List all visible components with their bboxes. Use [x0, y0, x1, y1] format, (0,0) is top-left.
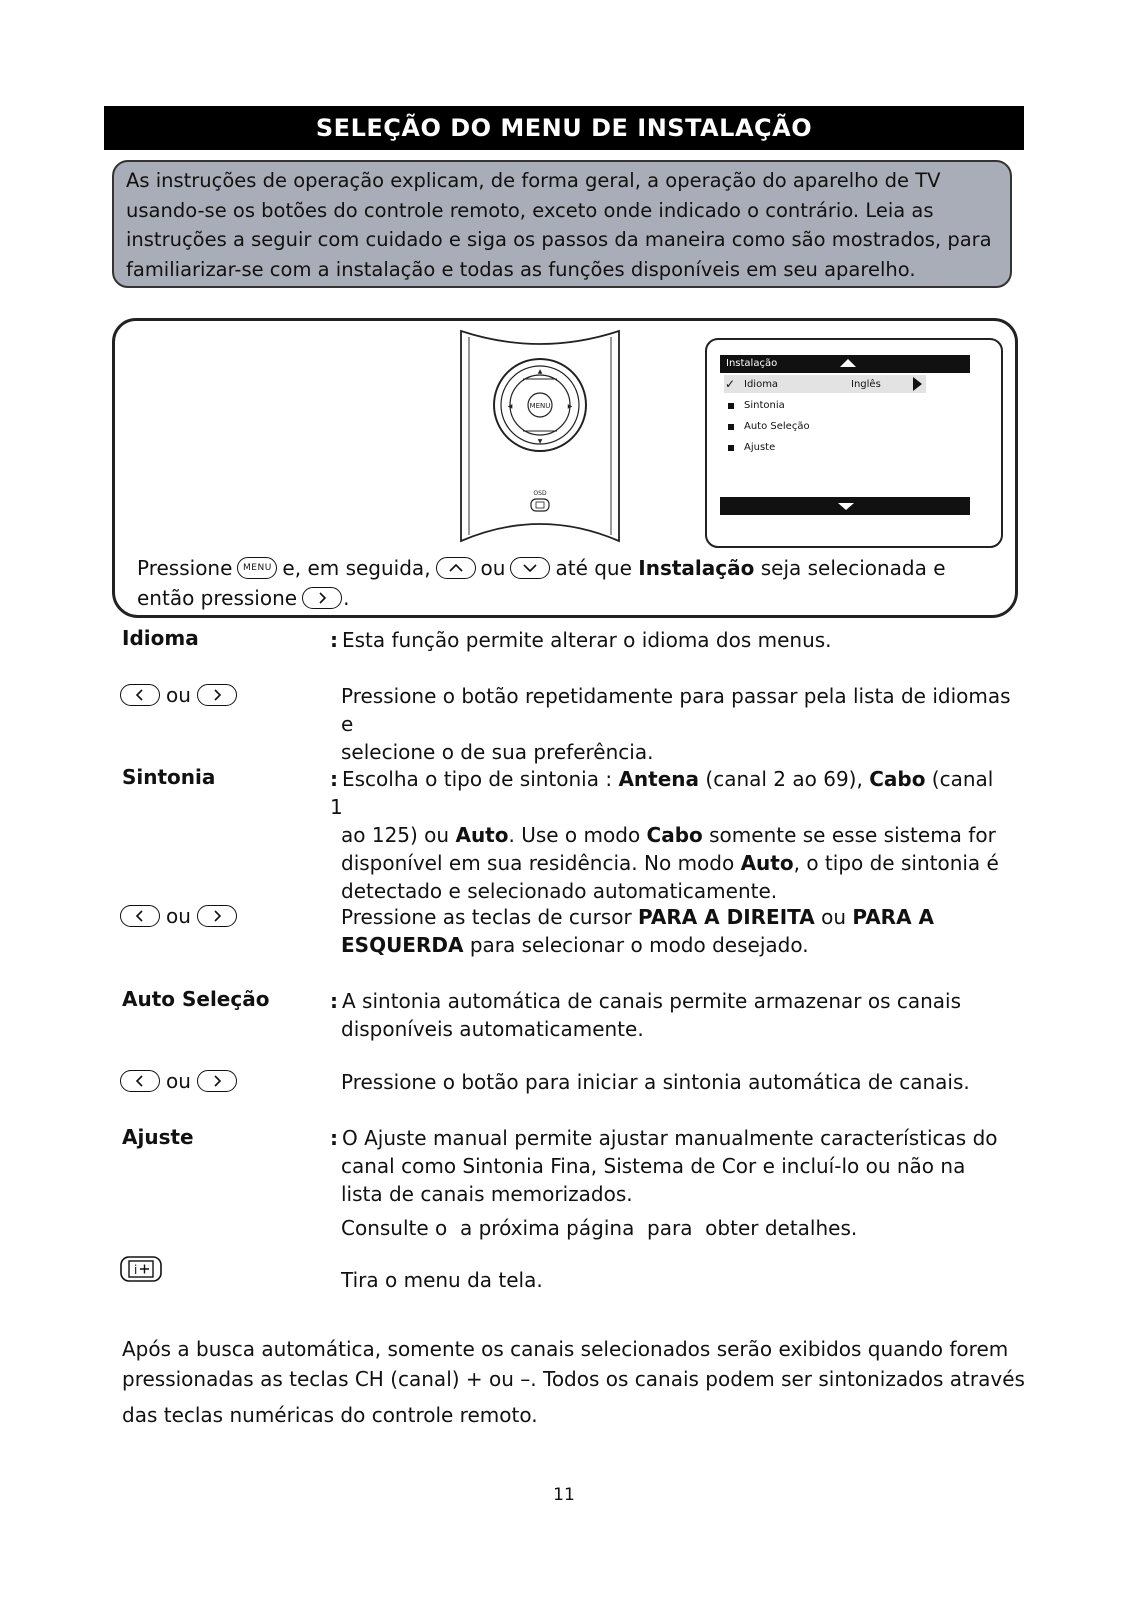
sintonia-description: : Escolha o tipo de sintonia : Antena (canal 2 ao 69), Cabo (canal 1 ao 125) ou Auto. Use o modo Cabo somente se esse sistema for disponível em sua residência. No modo Auto, o tipo de sintonia é detectado e selecionado automaticamente.	[330, 767, 999, 903]
panel-instruction	[137, 553, 946, 613]
down-button-icon	[510, 557, 550, 579]
intro-box	[112, 160, 1012, 288]
right-button-icon	[197, 684, 237, 706]
section-label-ajuste: Ajuste	[122, 1125, 194, 1149]
page-number: 11	[553, 1485, 575, 1505]
auto-selecao-description: : A sintonia automática de canais permite armazenar os canais disponíveis automaticamente.	[330, 989, 962, 1041]
auto-selecao-nav-text: Pressione o botão para iniciar a sintonia automática de canais.	[341, 1070, 970, 1094]
sintonia-nav-text: Pressione as teclas de cursor PARA A DIREITA ou PARA A ESQUERDA para selecionar o modo desejado.	[341, 905, 934, 957]
svg-text:◀: ◀	[507, 403, 513, 410]
idioma-description: : Esta função permite alterar o idioma dos menus.	[330, 628, 832, 652]
intro-line: familiarizar-se com a instalação e todas as funções disponíveis em seu aparelho.	[126, 257, 916, 281]
section-label-sintonia: Sintonia	[122, 765, 216, 789]
section-label-auto-selecao: Auto Seleção	[122, 987, 270, 1011]
section-label-idioma: Idioma	[122, 626, 199, 650]
instruction-text: e, em seguida,	[282, 556, 431, 580]
intro-line: instruções a seguir com cuidado e siga os passos da maneira como são mostrados, para	[126, 228, 992, 251]
instruction-text: seja selecionada e	[760, 556, 946, 580]
left-button-icon	[120, 1070, 160, 1092]
instruction-text: Pressione	[137, 556, 233, 580]
tv-menu-item-value: Inglês	[851, 379, 881, 390]
svg-text:i: i	[134, 1263, 138, 1277]
left-right-buttons: ou	[120, 904, 237, 928]
page-title: SELEÇÃO DO MENU DE INSTALAÇÃO	[104, 106, 1024, 150]
right-button-icon	[302, 587, 342, 609]
tv-menu-item: Idioma	[744, 379, 779, 390]
osd-info-button-icon	[120, 1256, 162, 1282]
instruction-text: então pressione	[137, 586, 298, 610]
remote-control-illustration	[457, 329, 623, 543]
checkmark-icon: ✓	[725, 377, 736, 391]
instruction-text: ou	[480, 556, 506, 580]
footer-paragraph	[122, 1334, 1025, 1430]
remote-osd-label: OSD	[533, 490, 547, 497]
right-button-icon	[197, 905, 237, 927]
svg-text:▶: ▶	[567, 403, 573, 410]
left-button-icon	[120, 905, 160, 927]
illustration-panel	[112, 318, 1018, 618]
tv-menu-header: Instalação	[726, 358, 778, 369]
tv-screen-illustration	[704, 337, 1004, 551]
menu-button-icon: MENU	[237, 557, 277, 579]
instruction-text: até que	[555, 556, 632, 580]
left-right-buttons: ou	[120, 683, 237, 707]
tv-menu-item: Sintonia	[744, 400, 785, 411]
left-right-buttons: ou	[120, 1069, 237, 1093]
intro-line: usando-se os botões do controle remoto, exceto onde indicado o contrário. Leia as	[126, 198, 934, 222]
svg-text:▼: ▼	[537, 438, 543, 445]
exit-text: Tira o menu da tela.	[341, 1268, 543, 1292]
instruction-text: .	[343, 586, 350, 610]
footer-line: pressionadas as teclas CH (canal) + ou –. Todos os canais podem ser sintonizados através	[122, 1367, 1025, 1391]
remote-menu-label: MENU	[529, 402, 551, 410]
svg-text:▲: ▲	[537, 368, 543, 375]
instruction-bold: Instalação	[638, 556, 755, 580]
tv-menu-item: Ajuste	[744, 442, 776, 453]
intro-line: As instruções de operação explicam, de forma geral, a operação do aparelho de TV	[126, 169, 941, 192]
ajuste-reference: Consulte o a próxima página para obter detalhes.	[341, 1216, 858, 1240]
footer-line: Após a busca automática, somente os canais selecionados serão exibidos quando forem	[122, 1337, 1009, 1361]
up-button-icon	[436, 557, 476, 579]
idioma-nav-text: Pressione o botão repetidamente para passar pela lista de idiomas e selecione o de sua preferência.	[341, 684, 1011, 764]
footer-line: das teclas numéricas do controle remoto.	[122, 1403, 538, 1427]
left-button-icon	[120, 684, 160, 706]
right-button-icon	[197, 1070, 237, 1092]
tv-menu-item: Auto Seleção	[744, 421, 810, 432]
ajuste-description: : O Ajuste manual permite ajustar manualmente características do canal como Sintonia Fina, Sistema de Cor e incluí-lo ou não na lista de canais memorizados.	[330, 1126, 998, 1206]
